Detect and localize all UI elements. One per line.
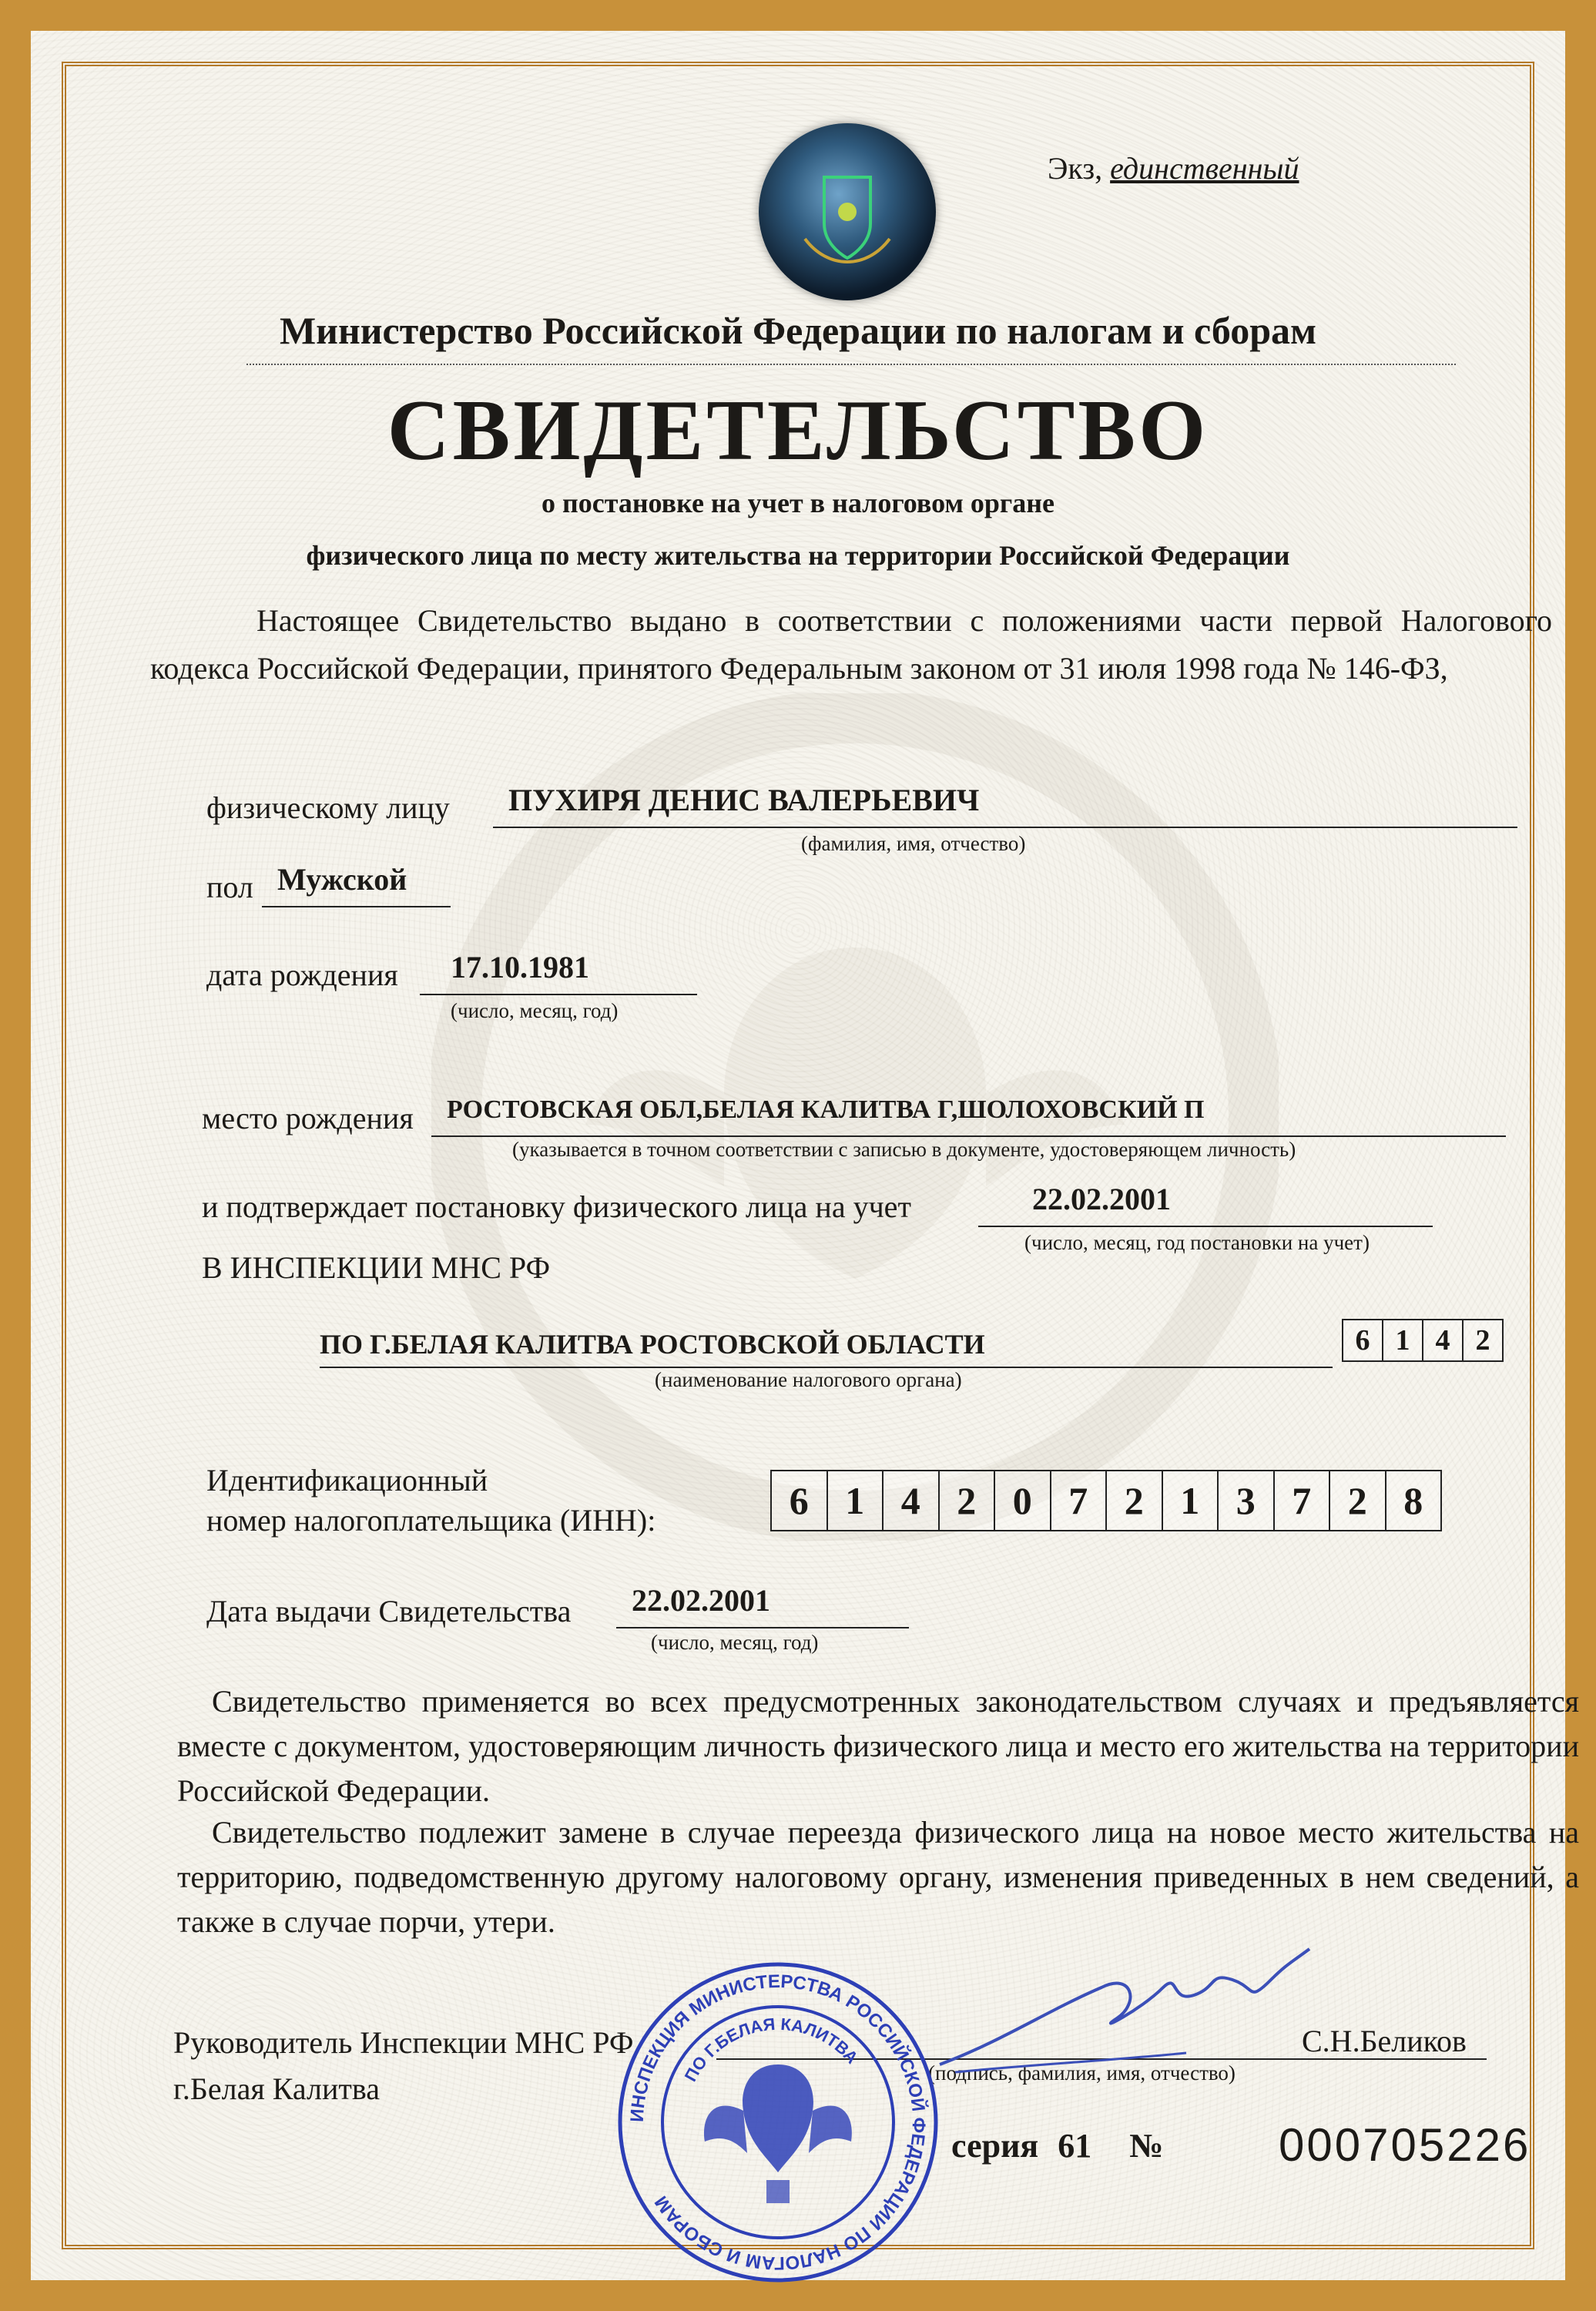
tax-office-field: ПО Г.БЕЛАЯ КАЛИТВА РОСТОВСКОЙ ОБЛАСТИ: [320, 1323, 1333, 1368]
series-label: серия: [951, 2127, 1039, 2165]
registration-caption: (число, месяц, год постановки на учет): [1024, 1231, 1370, 1254]
inn-label-line1: Идентификационный: [206, 1463, 488, 1498]
birth-date-field: 17.10.1981: [420, 949, 697, 995]
inn-digit: 8: [1403, 1479, 1423, 1522]
handwritten-signature: [909, 1918, 1325, 2080]
series-block: [951, 2126, 1163, 2165]
registration-label: и подтверждает постановку физического лица на учет: [202, 1189, 911, 1224]
person-caption: (фамилия, имя, отчество): [801, 832, 1026, 855]
replacement-paragraph: Свидетельство подлежит замене в случае переезда физического лица на новое место жительства на территорию, подведомственную другому налоговому органу, изменения приведенных в нем сведений, а также в случае порчи, утери.: [177, 1815, 1579, 1939]
document-subtitle-1: о постановке на учет в налоговом органе: [541, 488, 1055, 518]
inn-digit: 2: [940, 1471, 996, 1530]
code-digit: 1: [1383, 1320, 1423, 1360]
issuer-name: Министерство Российской Федерации по налогам и сборам: [279, 309, 1317, 352]
tax-office-caption: (наименование налогового органа): [655, 1368, 962, 1391]
code-digit: 4: [1423, 1320, 1464, 1360]
head-name: С.Н.Беликов: [1302, 2024, 1467, 2058]
issue-date-field: 22.02.2001: [616, 1582, 909, 1628]
stamp-inner-text: ПО Г.БЕЛАЯ КАЛИТВА: [680, 2014, 863, 2085]
copy-marker: [1048, 150, 1299, 186]
sex-field: Мужской: [262, 861, 451, 907]
birth-date-caption: (число, месяц, год): [451, 999, 619, 1022]
usage-paragraph: Свидетельство применяется во всех предусмотренных законодательством случаях и предъявляется вместе с документом, удостоверяющим личность физического лица и место его жительства на территории Российской Федерации.: [177, 1684, 1579, 1808]
inn-digit: 0: [995, 1471, 1051, 1530]
inn-digit: 6: [772, 1471, 828, 1530]
hologram-seal: [759, 123, 936, 300]
copy-value: единственный: [1110, 151, 1299, 186]
registration-date-field: 22.02.2001: [978, 1181, 1433, 1227]
document-subtitle-2: физического лица по месту жительства на территории Российской Федерации: [306, 540, 1290, 571]
inn-digit: 3: [1219, 1471, 1275, 1530]
coat-of-arms-icon: [759, 123, 936, 300]
person-label: физическому лицу: [206, 790, 450, 825]
birth-place-caption: (указывается в точном соответствии с записью в документе, удостоверяющем личность): [512, 1138, 1296, 1161]
intro-paragraph: Настоящее Свидетельство выдано в соответствии с положениями части первой Налогового кодекса Российской Федерации, принятого Федеральным законом от 31 июля 1998 года № 146-ФЗ,: [150, 603, 1552, 686]
inn-digit: 7: [1275, 1471, 1331, 1530]
inn-digit: 1: [1163, 1471, 1219, 1530]
inn-digit: 2: [1107, 1471, 1163, 1530]
certificate-number: 000705226: [1279, 2119, 1531, 2171]
issuer-underline: [246, 364, 1456, 365]
head-title-line1: Руководитель Инспекции МНС РФ: [173, 2025, 634, 2060]
signature-caption: (подпись, фамилия, имя, отчество): [928, 2061, 1236, 2085]
birth-date-label: дата рождения: [206, 958, 398, 992]
document-title: СВИДЕТЕЛЬСТВО: [387, 383, 1209, 478]
inn-digit: 4: [884, 1471, 940, 1530]
inn-digit: 1: [828, 1471, 884, 1530]
tax-office-code: [1342, 1319, 1504, 1362]
number-sign: №: [1129, 2127, 1164, 2165]
inn-label-line2: номер налогоплательщика (ИНН):: [206, 1503, 656, 1538]
issue-date-label: Дата выдачи Свидетельства: [206, 1594, 572, 1628]
inn-digits: [770, 1470, 1442, 1531]
series-value: 61: [1058, 2127, 1092, 2165]
code-digit: 2: [1475, 1324, 1490, 1357]
inn-digit: 2: [1330, 1471, 1386, 1530]
copy-label: Экз,: [1048, 151, 1103, 186]
sex-label: пол: [206, 870, 253, 904]
code-digit: 6: [1343, 1320, 1383, 1360]
birth-place-label: место рождения: [202, 1101, 414, 1135]
inn-digit: 7: [1051, 1471, 1108, 1530]
person-name-field: ПУХИРЯ ДЕНИС ВАЛЕРЬЕВИЧ: [493, 782, 1517, 828]
issue-date-caption: (число, месяц, год): [651, 1631, 819, 1654]
inspection-label: В ИНСПЕКЦИИ МНС РФ: [202, 1250, 551, 1285]
head-title-line2: г.Белая Калитва: [173, 2071, 380, 2106]
official-stamp: [612, 1957, 944, 2288]
stamp-ring-text: ИНСПЕКЦИЯ МИНИСТЕРСТВА РОССИЙСКОЙ ФЕДЕРАЦИИ ПО НАЛОГАМ И СБОРАМ: [626, 1971, 930, 2274]
birth-place-field: РОСТОВСКАЯ ОБЛ,БЕЛАЯ КАЛИТВА Г,ШОЛОХОВСКИЙ П: [431, 1092, 1506, 1137]
